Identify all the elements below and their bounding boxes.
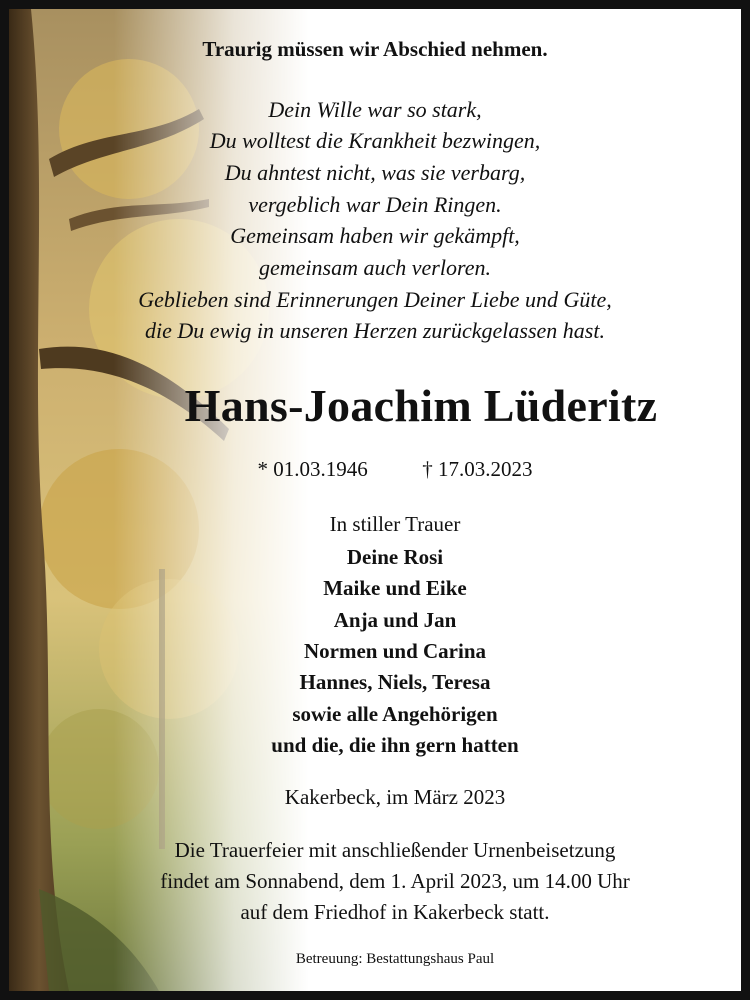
- mourners-intro: In stiller Trauer: [329, 512, 461, 536]
- ceremony-line: Die Trauerfeier mit anschließender Urnenbeisetzung: [174, 838, 616, 862]
- ceremony-line: findet am Sonnabend, dem 1. April 2023, um 14.00 Uhr: [160, 869, 630, 893]
- mourner: Hannes, Niels, Teresa: [299, 670, 491, 694]
- mourner: Maike und Eike: [323, 576, 467, 600]
- place-date: Kakerbeck, im März 2023: [284, 785, 506, 809]
- poem-line: Dein Wille war so stark,: [268, 97, 482, 122]
- mourner: Deine Rosi: [346, 545, 444, 569]
- poem-line: die Du ewig in unseren Herzen zurückgelassen hast.: [145, 318, 605, 343]
- mourner: sowie alle Angehörigen: [292, 702, 498, 726]
- notice-text: [9, 9, 741, 991]
- mourner: Anja und Jan: [333, 608, 457, 632]
- poem-line: Geblieben sind Erinnerungen Deiner Liebe und Güte,: [138, 287, 612, 312]
- ceremony-line: auf dem Friedhof in Kakerbeck statt.: [240, 900, 550, 924]
- headline: Traurig müssen wir Abschied nehmen.: [202, 37, 548, 61]
- poem-line: Du wolltest die Krankheit bezwingen,: [209, 128, 541, 153]
- deceased-name: Hans-Joachim Lüderitz: [184, 380, 658, 431]
- birth-date: * 01.03.1946: [257, 457, 368, 481]
- poem-line: Du ahntest nicht, was sie verbarg,: [224, 160, 526, 185]
- death-date: † 17.03.2023: [422, 457, 533, 481]
- life-dates: [49, 457, 741, 482]
- mourner: Normen und Carina: [303, 639, 487, 663]
- poem-line: Gemeinsam haben wir gekämpft,: [230, 223, 520, 248]
- poem-line: gemeinsam auch verloren.: [259, 255, 491, 280]
- mourner: und die, die ihn gern hatten: [271, 733, 519, 757]
- funeral-home: Betreuung: Bestattungshaus Paul: [295, 951, 495, 967]
- poem-line: vergeblich war Dein Ringen.: [248, 192, 502, 217]
